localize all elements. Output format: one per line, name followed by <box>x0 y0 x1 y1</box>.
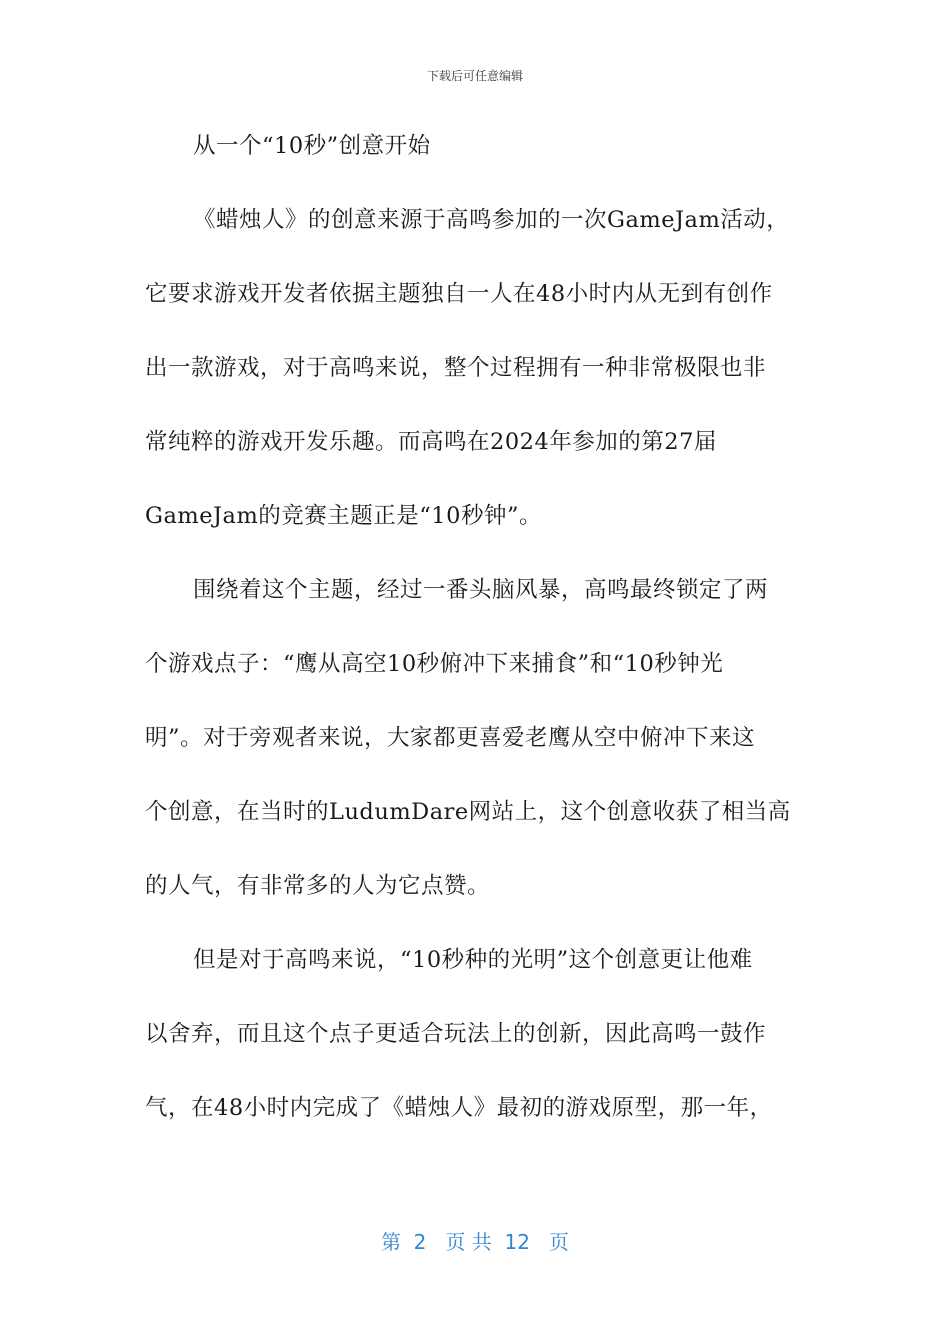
document-body <box>145 122 805 1158</box>
paragraph <box>145 566 805 936</box>
paragraph-heading <box>145 122 805 196</box>
text-line: 从一个“10秒”创意开始 <box>193 133 431 159</box>
text-line: 出一款游戏，对于高鸣来说，整个过程拥有一种非常极限也非 <box>145 355 767 381</box>
text-line: 气，在48小时内完成了《蜡烛人》最初的游戏原型，那一年， <box>145 1095 773 1121</box>
page-number-footer: 第 2 页 共 12 页 <box>380 1230 570 1254</box>
text-line: 围绕着这个主题，经过一番头脑风暴，高鸣最终锁定了两 <box>193 577 769 603</box>
text-line: 个创意，在当时的LudumDare网站上，这个创意收获了相当高 <box>145 799 791 825</box>
text-line: 《蜡烛人》的创意来源于高鸣参加的一次GameJam活动， <box>193 207 790 233</box>
text-line: 但是对于高鸣来说，“10秒种的光明”这个创意更让他难 <box>193 947 753 973</box>
paragraph <box>145 196 805 566</box>
header-note: 下载后可任意编辑 <box>426 69 523 83</box>
text-line: GameJam的竞赛主题正是“10秒钟”。 <box>145 503 542 529</box>
text-line: 常纯粹的游戏开发乐趣。而高鸣在2024年参加的第27届 <box>145 429 717 455</box>
text-line: 明”。对于旁观者来说，大家都更喜爱老鹰从空中俯冲下来这 <box>145 725 756 751</box>
text-line: 的人气，有非常多的人为它点赞。 <box>145 873 491 899</box>
text-line: 它要求游戏开发者依据主题独自一人在48小时内从无到有创作 <box>145 281 773 307</box>
paragraph <box>145 936 805 1158</box>
text-line: 以舍弃，而且这个点子更适合玩法上的创新，因此高鸣一鼓作 <box>145 1021 767 1047</box>
text-line: 个游戏点子：“鹰从高空10秒俯冲下来捕食”和“10秒钟光 <box>145 651 724 677</box>
